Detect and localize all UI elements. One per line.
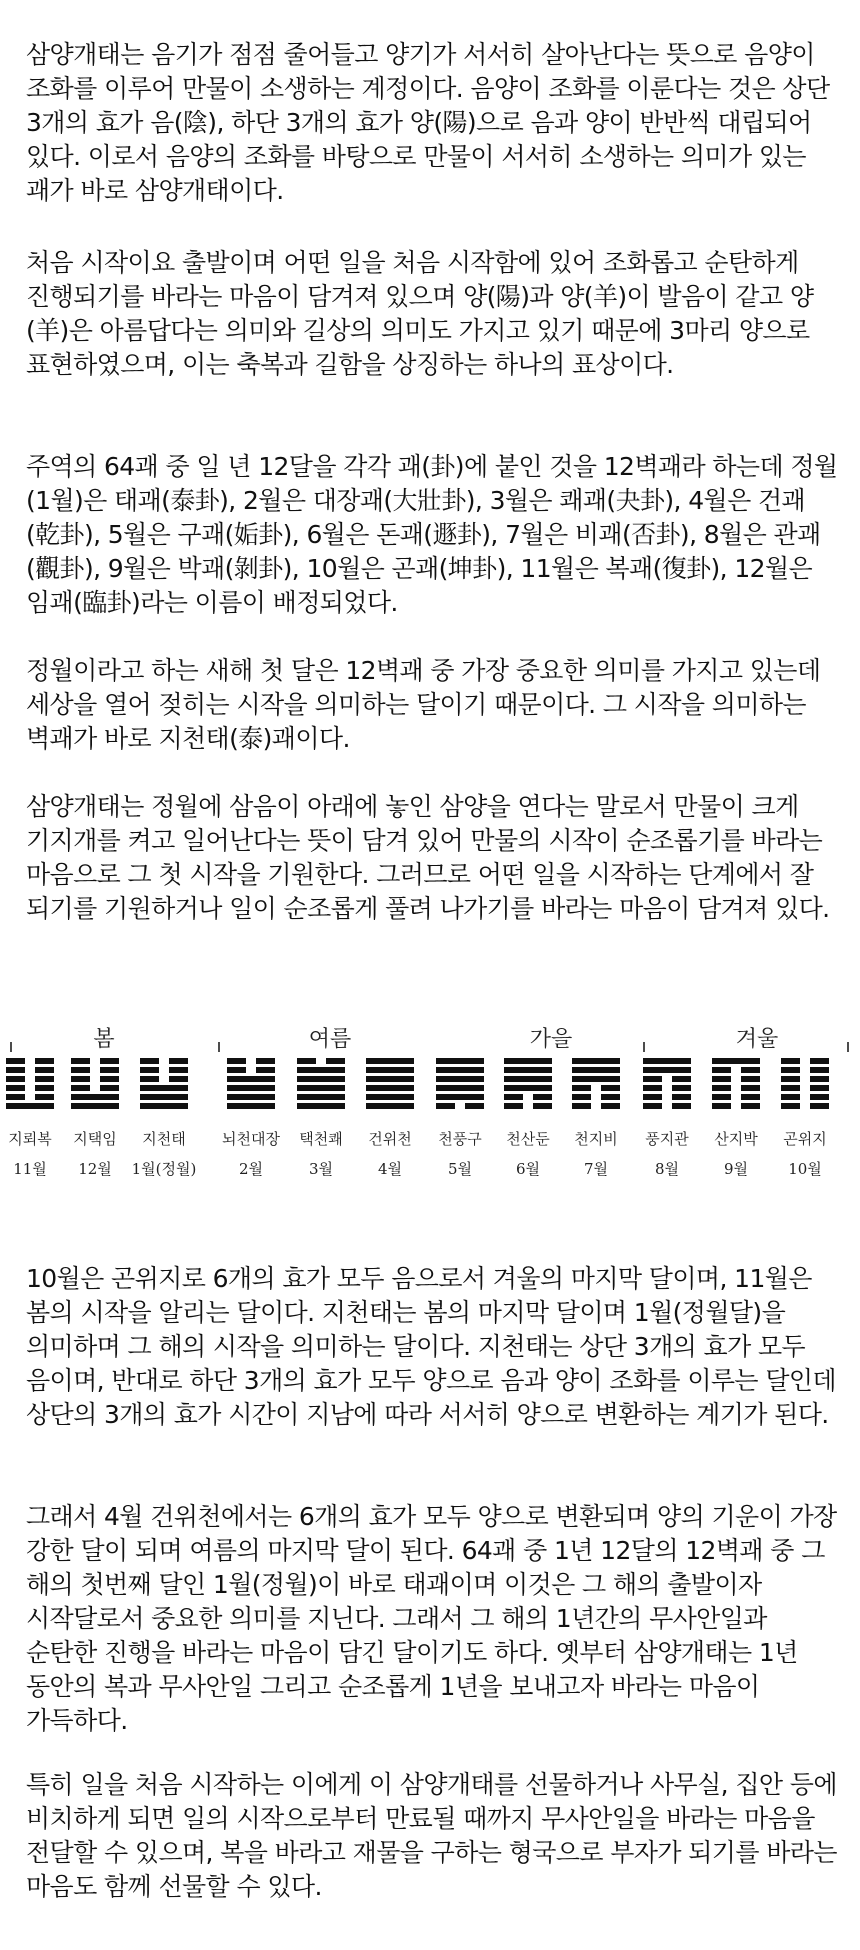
hexagram-name: 지천태 [142, 1130, 186, 1148]
intro-paragraph: 삼양개태는 음기가 점점 줄어들고 양기가 서서히 살아난다는 뜻으로 음양이 조화를 이루어 만물이 소생하는 계정이다. 음양이 조화를 이룬다는 것은 상단 3개의 효가 음(陰), 하단 3개의 효가 양(陽)으로 음과 양이 반반씩 대립되어 있다. 이로서 음양의 조화를 바탕으로 만물이 서서히 소생하는 의미가 있는 괘가 바로 삼양개태이다. [26, 40, 830, 205]
yin-line-left [71, 1076, 90, 1082]
yang-line [436, 1067, 484, 1073]
yang-line [712, 1058, 760, 1064]
season-label-2: 여름 [308, 1027, 352, 1052]
hexagram-name: 지택임 [73, 1130, 117, 1148]
hexagram-month: 2월 [238, 1160, 264, 1178]
yin-line-right [465, 1103, 484, 1109]
yang-line [297, 1094, 345, 1100]
yin-line-right [810, 1103, 829, 1109]
yin-line-left [643, 1076, 662, 1082]
hexagram-month: 5월 [447, 1160, 473, 1178]
yin-line-left [504, 1103, 523, 1109]
yin-line-right [741, 1094, 760, 1100]
hexagram-month: 4월 [377, 1160, 403, 1178]
yin-line-left [781, 1076, 800, 1082]
hexagram-month: 12월 [78, 1160, 112, 1178]
hexagram-name: 택천쾌 [299, 1130, 343, 1148]
hexagram-month: 8월 [654, 1160, 680, 1178]
season-label-4: 겨울 [735, 1027, 779, 1052]
yin-line-right [810, 1067, 829, 1073]
yin-line-right [672, 1094, 691, 1100]
hexagram-month: 1월(정월) [131, 1160, 197, 1178]
yang-line [297, 1103, 345, 1109]
yang-line [436, 1085, 484, 1091]
yang-line [297, 1085, 345, 1091]
yang-line [436, 1058, 484, 1064]
yang-line [71, 1094, 119, 1100]
yin-line-left [71, 1067, 90, 1073]
yin-line-left [227, 1067, 246, 1073]
hexagram-name: 지뢰복 [8, 1130, 52, 1148]
yin-line-left [643, 1094, 662, 1100]
yin-line-right [601, 1094, 620, 1100]
yang-line [140, 1103, 188, 1109]
yin-line-left [712, 1094, 731, 1100]
yin-line-right [741, 1076, 760, 1082]
yin-line-right [533, 1094, 552, 1100]
yin-line-left [6, 1058, 25, 1064]
yin-line-left [71, 1058, 90, 1064]
yang-line [227, 1085, 275, 1091]
yang-line [227, 1076, 275, 1082]
yin-line-right [810, 1076, 829, 1082]
yin-line-right [741, 1103, 760, 1109]
yin-line-left [227, 1058, 246, 1064]
yang-line [6, 1103, 54, 1109]
hexagram-name: 곤위지 [783, 1130, 827, 1148]
yin-line-right [533, 1103, 552, 1109]
yin-line-right [601, 1103, 620, 1109]
yin-line-left [781, 1085, 800, 1091]
yang-line [140, 1094, 188, 1100]
yin-line-left [140, 1076, 159, 1082]
summer-paragraph: 그래서 4월 건위천에서는 6개의 효가 모두 양으로 변환되며 양의 기운이 가장 강한 달이 되며 여름의 마지막 달이 된다. 64괘 중 1년 12달의 12벽괘 중 그 해의 첫번째 달인 1월(정월)이 바로 태괘이며 이것은 그 해의 출발이자 시작달로서 중요한 의미를 지닌다. 그래서 그 해의 1년간의 무사안일과 순탄한 진행을 바라는 마음이 담긴 달이기도 하다. 옛부터 삼양개태는 1년 동안의 복과 무사안일 그리고 순조롭게 1년을 보내고자 바라는 마음이 가득하다. [26, 1502, 837, 1735]
yin-line-left [643, 1085, 662, 1091]
yang-line [436, 1076, 484, 1082]
yin-line-right [100, 1058, 119, 1064]
yin-line-right [35, 1085, 54, 1091]
yang-line [71, 1103, 119, 1109]
yin-line-right [672, 1103, 691, 1109]
yin-line-left [781, 1094, 800, 1100]
yang-line [643, 1067, 691, 1073]
yang-line [504, 1076, 552, 1082]
yang-line [504, 1085, 552, 1091]
yin-line-left [572, 1094, 591, 1100]
yang-line [366, 1085, 414, 1091]
hexagram-name: 뇌천대장 [222, 1130, 280, 1148]
yin-line-left [572, 1103, 591, 1109]
season-label-1: 봄 [93, 1027, 115, 1052]
yang-line [366, 1067, 414, 1073]
yin-line-right [100, 1076, 119, 1082]
yin-line-right [256, 1058, 275, 1064]
yin-line-right [810, 1085, 829, 1091]
yin-line-right [672, 1076, 691, 1082]
yang-line [643, 1058, 691, 1064]
yin-line-left [504, 1094, 523, 1100]
yang-line [572, 1076, 620, 1082]
yang-line [504, 1067, 552, 1073]
first-month-paragraph: 정월이라고 하는 새해 첫 달은 12벽괘 중 가장 중요한 의미를 가지고 있는데 세상을 열어 젖히는 시작을 의미하는 달이기 때문이다. 그 시작을 의미하는 벽괘가 바로 지천태(泰)괘이다. [26, 656, 821, 753]
twelve-sovereign-hexagrams-chart [0, 1020, 860, 1220]
hexagram-month: 9월 [723, 1160, 749, 1178]
yin-line-left [6, 1076, 25, 1082]
yin-line-right [169, 1076, 188, 1082]
yang-line [366, 1094, 414, 1100]
yang-line [572, 1067, 620, 1073]
yin-line-left [297, 1058, 316, 1064]
yin-line-left [781, 1067, 800, 1073]
yang-line [227, 1094, 275, 1100]
meaning-paragraph: 처음 시작이요 출발이며 어떤 일을 처음 시작함에 있어 조화롭고 순탄하게 진행되기를 바라는 마음이 담겨져 있으며 양(陽)과 양(羊)이 발음이 같고 양(羊)은 아름답다는 의미와 길상의 의미도 가지고 있기 때문에 3마리 양으로 표현하였으며, 이는 축복과 길함을 상징하는 하나의 표상이다. [26, 248, 814, 379]
yang-line [366, 1076, 414, 1082]
yin-line-right [741, 1067, 760, 1073]
yang-line [366, 1058, 414, 1064]
winter-spring-paragraph: 10월은 곤위지로 6개의 효가 모두 음으로서 겨울의 마지막 달이며, 11월은 봄의 시작을 알리는 달이다. 지천태는 봄의 마지막 달이며 1월(정월달)을 의미하며 그 해의 시작을 의미하는 달이다. 지천태는 상단 3개의 효가 모두 음이며, 반대로 하단 3개의 효가 모두 양으로 음과 양이 조화를 이루는 달인데 상단의 3개의 효가 시간이 지남에 따라 서서히 양으로 변환하는 계기가 된다. [26, 1264, 836, 1429]
yin-line-right [256, 1067, 275, 1073]
hexagram-month: 3월 [308, 1160, 334, 1178]
yin-line-right [100, 1067, 119, 1073]
hexagram-name: 천지비 [574, 1130, 618, 1148]
yin-line-left [712, 1085, 731, 1091]
yin-line-left [572, 1085, 591, 1091]
yin-line-right [35, 1067, 54, 1073]
hexagram-name: 산지박 [714, 1130, 758, 1148]
yin-line-left [436, 1103, 455, 1109]
yin-line-left [6, 1067, 25, 1073]
hexagram-month: 10월 [788, 1160, 822, 1178]
yin-line-left [712, 1067, 731, 1073]
hexagram-name: 건위천 [368, 1130, 412, 1148]
yin-line-left [643, 1103, 662, 1109]
hexagram-name: 풍지관 [645, 1130, 689, 1148]
yin-line-right [35, 1094, 54, 1100]
season-label-3: 가을 [529, 1027, 573, 1052]
yin-line-right [672, 1085, 691, 1091]
yin-line-left [6, 1094, 25, 1100]
yin-line-right [741, 1085, 760, 1091]
samyang-gaetae-paragraph: 삼양개태는 정월에 삼음이 아래에 놓인 삼양을 연다는 말로서 만물이 크게 기지개를 켜고 일어난다는 뜻이 담겨 있어 만물의 시작이 순조롭기를 바라는 마음으로 그 첫 시작을 기원한다. 그러므로 어떤 일을 시작하는 단계에서 잘 되기를 기원하거나 일이 순조롭게 풀려 나가기를 바라는 마음이 담겨져 있다. [26, 792, 830, 923]
yin-line-right [169, 1067, 188, 1073]
yang-line [140, 1085, 188, 1091]
yin-line-left [140, 1067, 159, 1073]
yin-line-right [601, 1085, 620, 1091]
yang-line [572, 1058, 620, 1064]
hexagram-name: 천산둔 [506, 1130, 550, 1148]
yin-line-right [810, 1058, 829, 1064]
gift-paragraph: 특히 일을 처음 시작하는 이에게 이 삼양개태를 선물하거나 사무실, 집안 등에 비치하게 되면 일의 시작으로부터 만료될 때까지 무사안일을 바라는 마음을 전달할 수 있으며, 복을 바라고 재물을 구하는 형국으로 부자가 되기를 바라는 마음도 함께 선물할 수 있다. [26, 1770, 837, 1901]
yang-line [504, 1058, 552, 1064]
yang-line [297, 1067, 345, 1073]
yin-line-left [140, 1058, 159, 1064]
yin-line-right [35, 1076, 54, 1082]
twelve-hexagrams-paragraph: 주역의 64괘 중 일 년 12달을 각각 괘(卦)에 붙인 것을 12벽괘라 하는데 정월(1월)은 태괘(泰卦), 2월은 대장괘(大壯卦), 3월은 쾌괘(夬卦), 4월은 건괘(乾卦), 5월은 구괘(姤卦), 6월은 돈괘(遯卦), 7월은 비괘(否卦), 8월은 관괘(觀卦), 9월은 박괘(剝卦), 10월은 곤괘(坤卦), 11월은 복괘(復卦), 12월은 임괘(臨卦)라는 이름이 배정되었다. [26, 452, 838, 617]
hexagram-month: 11월 [13, 1160, 47, 1178]
yin-line-left [6, 1085, 25, 1091]
yin-line-right [100, 1085, 119, 1091]
yin-line-right [326, 1058, 345, 1064]
yin-line-right [810, 1094, 829, 1100]
yang-line [227, 1103, 275, 1109]
yang-line [297, 1076, 345, 1082]
yin-line-left [712, 1103, 731, 1109]
yang-line [366, 1103, 414, 1109]
hexagram-month: 6월 [515, 1160, 541, 1178]
yin-line-left [781, 1103, 800, 1109]
yin-line-right [35, 1058, 54, 1064]
yin-line-left [712, 1076, 731, 1082]
hexagram-name: 천풍구 [438, 1130, 482, 1148]
yang-line [436, 1094, 484, 1100]
yin-line-left [71, 1085, 90, 1091]
hexagram-month: 7월 [583, 1160, 609, 1178]
yin-line-right [169, 1058, 188, 1064]
yin-line-left [781, 1058, 800, 1064]
